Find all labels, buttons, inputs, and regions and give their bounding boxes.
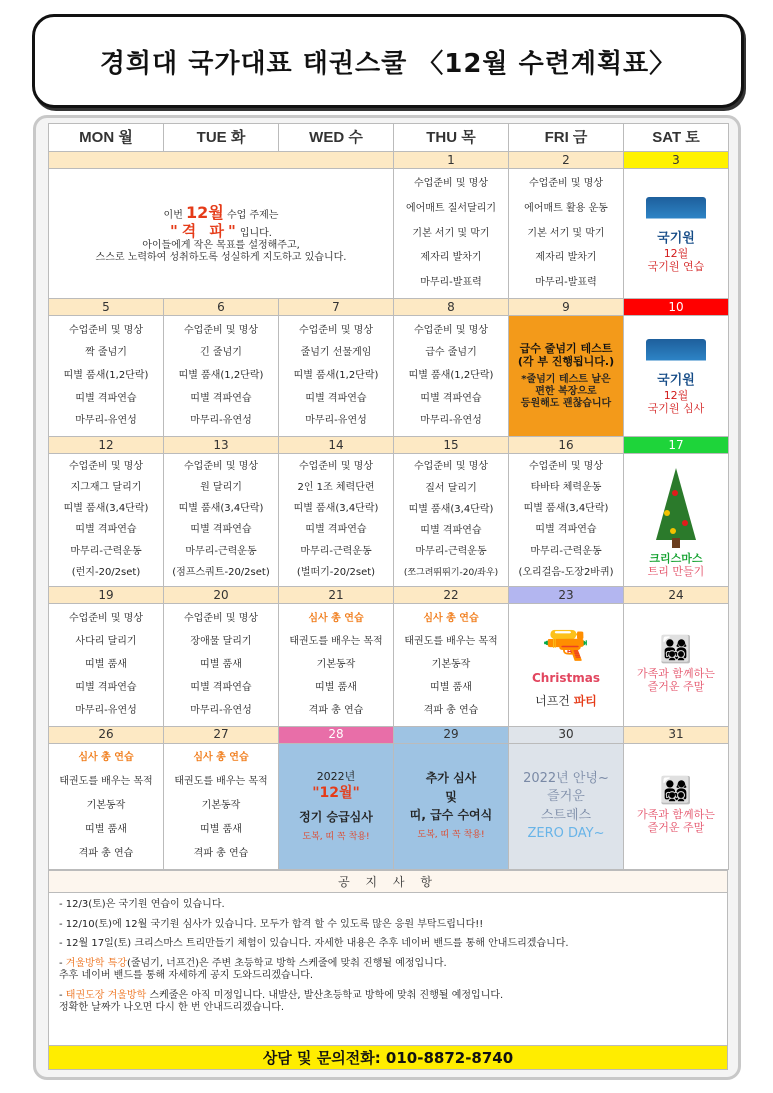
date-cell: 31 — [624, 726, 729, 743]
weekday-mon: MON 월 — [49, 124, 164, 152]
day-plan: 수업준비 및 명상 긴 줄넘기 띠별 품새(1,2단락) 띠별 격파연습 마무리-유연성 — [164, 316, 279, 436]
day-plan: 수업준비 및 명상 짝 줄넘기 띠별 품새(1,2단락) 띠별 격파연습 마무리-유연성 — [49, 316, 164, 436]
day-plan: 수업준비 및 명상 사다리 달리기 띠별 품새 띠별 격파연습 마무리-유연성 — [49, 604, 164, 726]
date-cell: 7 — [279, 299, 394, 316]
date-cell: 28 — [279, 726, 394, 743]
date-cell: 24 — [624, 587, 729, 604]
kukkiwon-practice: 국기원 12월 국기원 연습 — [624, 169, 729, 299]
date-cell: 30 — [509, 726, 624, 743]
day-plan: 수업준비 및 명상 2인 1조 체력단련 띠별 품새(3,4단락) 띠별 격파연습 마무리-근력운동 (벌떠기-20/2set) — [279, 453, 394, 586]
day-plan: 심사 총 연습 태권도를 배우는 목적 기본동작 띠별 품새 격파 총 연습 — [394, 604, 509, 726]
date-row — [49, 152, 729, 169]
notice-item: - 12월 17일(토) 크리스마스 트리만들기 체험이 있습니다. 자세한 내용은 추후 네이버 밴드를 통해 안내드리겠습니다. — [59, 938, 569, 949]
week-row — [49, 743, 729, 869]
weekday-fri: FRI 금 — [509, 124, 624, 152]
weekday-sat: SAT 토 — [624, 124, 729, 152]
date-cell: 1 — [394, 152, 509, 169]
kukkiwon-logo: 국기원 — [646, 197, 706, 233]
date-cell: 8 — [394, 299, 509, 316]
day-plan: 수업준비 및 명상 줄넘기 선물게임 띠별 품새(1,2단락) 띠별 격파연습 마무리-유연성 — [279, 316, 394, 436]
family-icon: 👨‍👩‍👧‍👦 — [659, 776, 693, 807]
date-row — [49, 726, 729, 743]
nerf-party: 🔫 Christmas 너프건 파티 — [509, 604, 624, 726]
date-cell: 3 — [624, 152, 729, 169]
additional-exam: 추가 심사 및 띠, 급수 수여식 도복, 띠 꼭 착용! — [394, 743, 509, 869]
nerf-gun-icon: 🔫 — [542, 621, 590, 666]
week-row — [49, 316, 729, 436]
week-row — [49, 604, 729, 726]
date-cell: 10 — [624, 299, 729, 316]
family-icon: 👨‍👩‍👧‍👦 — [659, 634, 693, 665]
notice-items — [49, 893, 727, 1028]
family-weekend: 👨‍👩‍👧‍👦 가족과 함께하는 즐거운 주말 — [624, 604, 729, 726]
date-cell: 15 — [394, 436, 509, 453]
date-cell: 22 — [394, 587, 509, 604]
date-cell: 6 — [164, 299, 279, 316]
day-plan: 수업준비 및 명상 타바타 체력운동 띠별 품새(3,4단락) 띠별 격파연습 마무리-근력운동 (오리걸음-도장2바퀴) — [509, 453, 624, 586]
day-plan: 심사 총 연습 태권도를 배우는 목적 기본동작 띠별 품새 격파 총 연습 — [164, 743, 279, 869]
calendar-table — [48, 123, 729, 870]
date-cell: 26 — [49, 726, 164, 743]
weekday-tue: TUE 화 — [164, 124, 279, 152]
day-plan: 심사 총 연습 태권도를 배우는 목적 기본동작 띠별 품새 격파 총 연습 — [279, 604, 394, 726]
date-empty — [49, 152, 394, 169]
date-cell: 2 — [509, 152, 624, 169]
day-plan: 수업준비 및 명상 지그재그 달리기 띠별 품새(3,4단락) 띠별 격파연습 마무리-근력운동 (런지-20/2set) — [49, 453, 164, 586]
week-row — [49, 169, 729, 299]
promotion-exam: 2022년 "12월" 정기 승급심사 도복, 띠 꼭 착용! — [279, 743, 394, 869]
date-cell: 17 — [624, 436, 729, 453]
date-cell: 19 — [49, 587, 164, 604]
date-cell: 12 — [49, 436, 164, 453]
date-cell: 21 — [279, 587, 394, 604]
weekday-thu: THU 목 — [394, 124, 509, 152]
notice-item: - 겨울방학 특강(줄넘기, 너프건)은 주변 초등학교 방학 스케줄에 맞춰 진행될 예정입니다. 추후 네이버 밴드를 통해 자세하게 공지 도와드리겠습니다. — [59, 957, 447, 981]
day-plan: 수업준비 및 명상 에어매트 활용 운동 기본 서기 및 막기 제자리 발차기 마무리-발표력 — [509, 169, 624, 299]
day-plan: 수업준비 및 명상 에어매트 질서달리기 기본 서기 및 막기 제자리 발차기 마무리-발표력 — [394, 169, 509, 299]
date-cell: 20 — [164, 587, 279, 604]
notice-item: - 12/3(토)은 국기원 연습이 있습니다. — [59, 899, 225, 910]
monthly-theme: 이번 12월 수업 주제는 "격 파"입니다. 아이들에게 작은 목표를 설정해주고, 스스로 노력하여 성취하도록 성실하게 지도하고 있습니다. — [49, 169, 394, 299]
date-cell: 14 — [279, 436, 394, 453]
notice-header: 공 지 사 항 — [49, 871, 727, 893]
day-plan: 수업준비 및 명상 원 달리기 띠별 품새(3,4단락) 띠별 격파연습 마무리-근력운동 (점프스쿼트-20/2set) — [164, 453, 279, 586]
contact-phone: 상담 및 문의전화: 010-8872-8740 — [49, 1045, 727, 1069]
day-plan: 수업준비 및 명상 장애물 달리기 띠별 품새 띠별 격파연습 마무리-유연성 — [164, 604, 279, 726]
day-plan: 수업준비 및 명상 급수 줄넘기 띠별 품새(1,2단락) 띠별 격파연습 마무리-유연성 — [394, 316, 509, 436]
date-cell: 23 — [509, 587, 624, 604]
date-cell: 27 — [164, 726, 279, 743]
date-cell: 13 — [164, 436, 279, 453]
date-row — [49, 299, 729, 316]
jumprope-test: 급수 줄넘기 테스트 (각 부 진행됩니다.) *줄넘기 테스트 날은 편한 복장으로 등원해도 괜찮습니다 — [509, 316, 624, 436]
christmas-tree-icon — [652, 462, 700, 548]
notice-box — [48, 870, 728, 1070]
date-row — [49, 436, 729, 453]
family-weekend: 👨‍👩‍👧‍👦 가족과 함께하는 즐거운 주말 — [624, 743, 729, 869]
day-plan: 수업준비 및 명상 질서 달리기 띠별 품새(3,4단락) 띠별 격파연습 마무리-근력운동 (쪼그려뛰뛰기-20/좌우) — [394, 453, 509, 586]
zero-day: 2022년 안녕~ 즐거운 스트레스 ZERO DAY~ — [509, 743, 624, 869]
date-row — [49, 587, 729, 604]
weekday-header-row — [49, 124, 729, 152]
date-cell: 5 — [49, 299, 164, 316]
kukkiwon-exam: 국기원 12월 국기원 심사 — [624, 316, 729, 436]
kukkiwon-logo: 국기원 — [646, 339, 706, 375]
day-plan: 심사 총 연습 태권도를 배우는 목적 기본동작 띠별 품새 격파 총 연습 — [49, 743, 164, 869]
christmas-tree-event: 크리스마스 트리 만들기 — [624, 453, 729, 586]
page-title: 경희대 국가대표 태권스쿨 〈12월 수련계획표〉 — [99, 49, 677, 79]
date-cell: 9 — [509, 299, 624, 316]
notice-item: - 태권도장 겨울방학 스케줄은 아직 미정입니다. 내발산, 발산초등학교 방학에 맞춰 진행될 예정입니다. 정확한 날짜가 나오면 다시 한 번 안내드리겠습니다. — [59, 989, 504, 1013]
weekday-wed: WED 수 — [279, 124, 394, 152]
date-cell: 16 — [509, 436, 624, 453]
title-box — [32, 14, 744, 108]
week-row — [49, 453, 729, 586]
notice-item: - 12/10(토)에 12월 국기원 심사가 있습니다. 모두가 합격 할 수 있도록 많은 응원 부탁드립니다!! — [59, 918, 484, 930]
date-cell: 29 — [394, 726, 509, 743]
